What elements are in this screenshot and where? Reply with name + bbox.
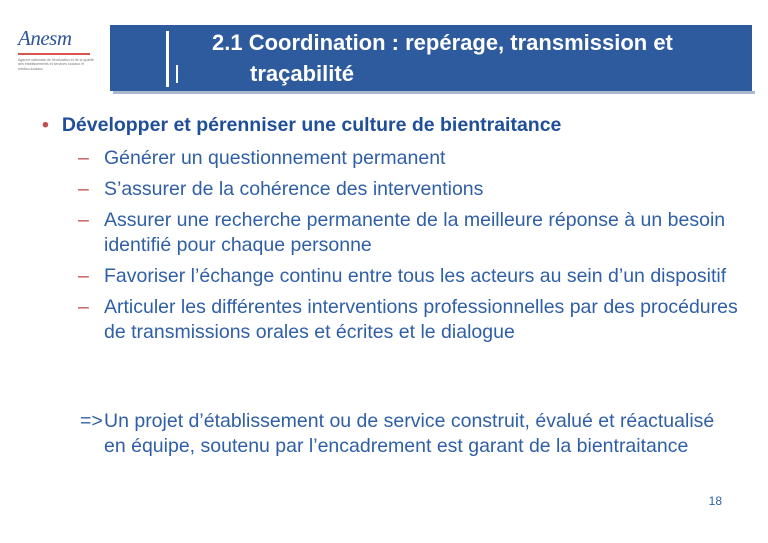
dash-icon: – [78, 178, 89, 200]
dash-icon: – [78, 209, 89, 231]
sub-bullet [78, 177, 738, 202]
sub-bullet [78, 295, 738, 345]
slide-title-line1: 2.1 Coordination : repérage, transmission et [212, 30, 673, 55]
arrow-icon: => [80, 410, 103, 432]
slide-title-line2: traçabilité [250, 61, 354, 86]
anesm-logo [14, 22, 94, 82]
logo-subtitle: Agence nationale de l'évaluation et de la qualité des établissements et services sociaux et médico-sociaux [18, 58, 95, 71]
sub-bullet-text: S’assurer de la cohérence des interventions [104, 178, 484, 200]
sub-bullet-text: Générer un questionnement permanent [104, 147, 446, 169]
sub-bullet [78, 264, 738, 289]
dash-icon: – [78, 147, 89, 169]
sub-bullet-text: Favoriser l’échange continu entre tous les acteurs au sein d’un dispositif [104, 265, 727, 287]
sub-bullet-text: Assurer une recherche permanente de la meilleure réponse à un besoin identifié pour chaque personne [104, 209, 726, 256]
dash-icon: – [78, 265, 89, 287]
title-bar-shadow [113, 91, 755, 94]
conclusion [80, 409, 740, 459]
sub-bullet-text: Articuler les différentes interventions professionnelles par des procédures de transmissions orales et écrites et le dialogue [104, 296, 738, 343]
conclusion-text: Un projet d’établissement ou de service construit, évalué et réactualisé en équipe, soutenu par l’encadrement est garant de la bientraitance [104, 410, 715, 457]
logo-underline [18, 53, 90, 55]
sub-bullet-list [78, 146, 738, 351]
logo-wordmark: Anesm [18, 26, 72, 50]
slide-title [212, 27, 673, 89]
dash-icon: – [78, 296, 89, 318]
title-bar-divider [166, 31, 169, 87]
page-number: 18 [708, 494, 722, 508]
main-bullet-text: Développer et pérenniser une culture de bientraitance [61, 114, 562, 136]
sub-bullet [78, 146, 738, 171]
sub-bullet [78, 208, 738, 258]
bullet-dot-icon: • [42, 114, 49, 136]
main-bullet [42, 114, 561, 137]
title-bar-divider-short [176, 65, 178, 83]
